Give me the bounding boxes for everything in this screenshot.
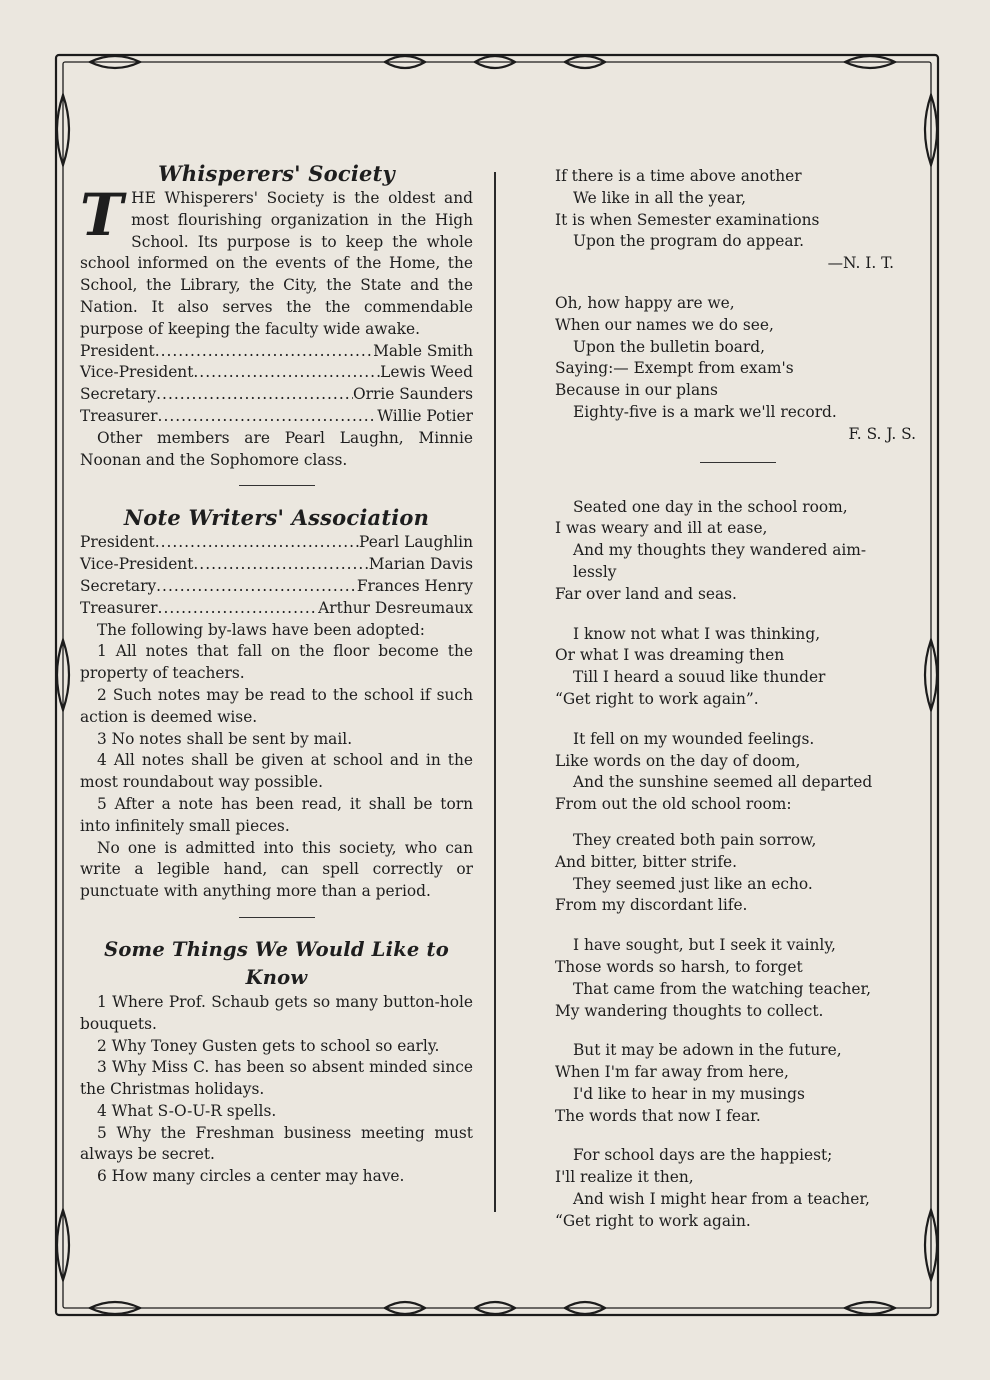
poem-line: And wish I might hear from a teacher, bbox=[573, 1190, 870, 1209]
poem-signature: F. S. J. S. bbox=[848, 424, 916, 443]
poem-line: They seemed just like an echo. bbox=[573, 874, 813, 893]
poem-line: They created both pain sorrow, bbox=[573, 830, 817, 849]
things-item: 2 Why Toney Gusten gets to school so early. bbox=[97, 1036, 440, 1055]
left-column bbox=[80, 160, 473, 1188]
poem-line: It is when Semester examinations bbox=[555, 210, 820, 229]
bylaw-item: 2 Such notes may be read to the school if such action is deemed wise. bbox=[80, 685, 473, 726]
poem-line: Saying:— Exempt from exam's bbox=[555, 359, 794, 378]
section-divider bbox=[239, 485, 315, 486]
things-item: 4 What S-O-U-R spells. bbox=[97, 1101, 277, 1120]
poem-line: From my discordant life. bbox=[555, 896, 748, 915]
poem-line: Till I heard a souud like thunder bbox=[573, 668, 826, 687]
officer-row: President ..... Pearl Laughlin bbox=[80, 532, 473, 554]
poem-line: Upon the program do appear. bbox=[573, 232, 805, 251]
poem-line: “Get right to work again”. bbox=[555, 689, 759, 708]
poem-line: Seated one day in the school room, bbox=[573, 497, 848, 516]
poem-line: And the sunshine seemed all departed bbox=[573, 773, 873, 792]
bylaw-item: 1 All notes that fall on the floor become the property of teachers. bbox=[80, 642, 473, 683]
bylaw-item: 4 All notes shall be given at school and in the most roundabout way possible. bbox=[80, 751, 473, 792]
note-writers-closing: No one is admitted into this society, who can write a legible hand, can spell correctly or punctuate with anything more than a period. bbox=[80, 838, 473, 901]
bylaws-intro: The following by-laws have been adopted: bbox=[97, 620, 425, 639]
whisperers-title: Whisperers' Society bbox=[158, 161, 395, 186]
officer-row: Treasurer ..... Arthur Desreumaux bbox=[80, 598, 473, 620]
officer-row: Vice-President ..... Lewis Weed bbox=[80, 362, 473, 384]
poem-line: Far over land and seas. bbox=[555, 584, 737, 603]
poem-line: We like in all the year, bbox=[573, 188, 747, 207]
section-divider bbox=[700, 462, 776, 463]
poem-line: I'd like to hear in my musings bbox=[573, 1084, 805, 1103]
officer-row: Secretary ..... Orrie Saunders bbox=[80, 384, 473, 406]
bylaw-item: 5 After a note has been read, it shall be torn into infinitely small pieces. bbox=[80, 794, 473, 835]
poem-line: I'll realize it then, bbox=[555, 1168, 694, 1187]
whisperers-intro-text: HE Whisperers' Society is the oldest and most flourishing organization in the High School. Its purpose is to keep the whole school informed on the events of the Home, the School, the Library, the City, the State and the Nation. It also serves the the commendable purpose of keeping the faculty wide awake. bbox=[80, 189, 473, 338]
poem-line: And bitter, bitter strife. bbox=[555, 852, 738, 871]
poem-line: The words that now I fear. bbox=[555, 1106, 761, 1125]
poem-line: Upon the bulletin board, bbox=[573, 337, 766, 356]
poem-line: Eighty-five is a mark we'll record. bbox=[573, 402, 837, 421]
officer-row: President ..... Mable Smith bbox=[80, 341, 473, 363]
things-item: 3 Why Miss C. has been so absent minded since the Christmas holidays. bbox=[80, 1058, 473, 1099]
note-writers-title: Note Writers' Association bbox=[123, 505, 430, 531]
poem-line: When I'm far away from here, bbox=[555, 1063, 789, 1082]
whisperers-members: Other members are Pearl Laughn, Minnie Noonan and the Sophomore class. bbox=[80, 428, 473, 469]
officer-row: Vice-President ..... Marian Davis bbox=[80, 554, 473, 576]
poem-line: That came from the watching teacher, bbox=[573, 979, 872, 998]
poem-line: But it may be adown in the future, bbox=[573, 1041, 842, 1060]
poem-line: Because in our plans bbox=[555, 381, 718, 400]
poem-line: If there is a time above another bbox=[555, 167, 802, 185]
poem-line: I have sought, but I seek it vainly, bbox=[573, 936, 836, 955]
right-column bbox=[555, 166, 920, 1233]
things-item: 1 Where Prof. Schaub gets so many button-hole bouquets. bbox=[80, 992, 473, 1033]
officer-row: Treasurer ..... Willie Potier bbox=[80, 406, 473, 428]
bylaw-item: 3 No notes shall be sent by mail. bbox=[97, 729, 353, 748]
poem-line: And my thoughts they wandered aim- bbox=[573, 541, 867, 560]
poem-line: It fell on my wounded feelings. bbox=[573, 729, 815, 748]
poem-line: Oh, how happy are we, bbox=[555, 293, 735, 312]
column-divider bbox=[494, 172, 496, 1212]
poem-line: I was weary and ill at ease, bbox=[555, 519, 768, 538]
poem-signature: —N. I. T. bbox=[827, 254, 894, 273]
poem-line: From out the old school room: bbox=[555, 795, 792, 814]
poem-line: Like words on the day of doom, bbox=[555, 751, 801, 770]
poem-line: “Get right to work again. bbox=[555, 1211, 751, 1230]
things-title: Some Things We Would Like to Know bbox=[104, 937, 449, 989]
poem-line: When our names we do see, bbox=[555, 315, 774, 334]
poem-line: Those words so harsh, to forget bbox=[555, 957, 803, 976]
things-item: 6 How many circles a center may have. bbox=[97, 1167, 405, 1186]
things-item: 5 Why the Freshman business meeting must always be secret. bbox=[80, 1123, 473, 1164]
officer-row: Secretary ..... Frances Henry bbox=[80, 576, 473, 598]
drop-cap: T bbox=[80, 181, 124, 249]
poem-line: My wandering thoughts to collect. bbox=[555, 1001, 824, 1020]
poem-line: Or what I was dreaming then bbox=[555, 646, 785, 665]
poem-line: lessly bbox=[573, 562, 617, 581]
section-divider bbox=[239, 917, 315, 918]
poem-line: For school days are the happiest; bbox=[573, 1146, 833, 1165]
poem-line: I know not what I was thinking, bbox=[573, 624, 821, 643]
whisperers-intro bbox=[80, 181, 473, 341]
